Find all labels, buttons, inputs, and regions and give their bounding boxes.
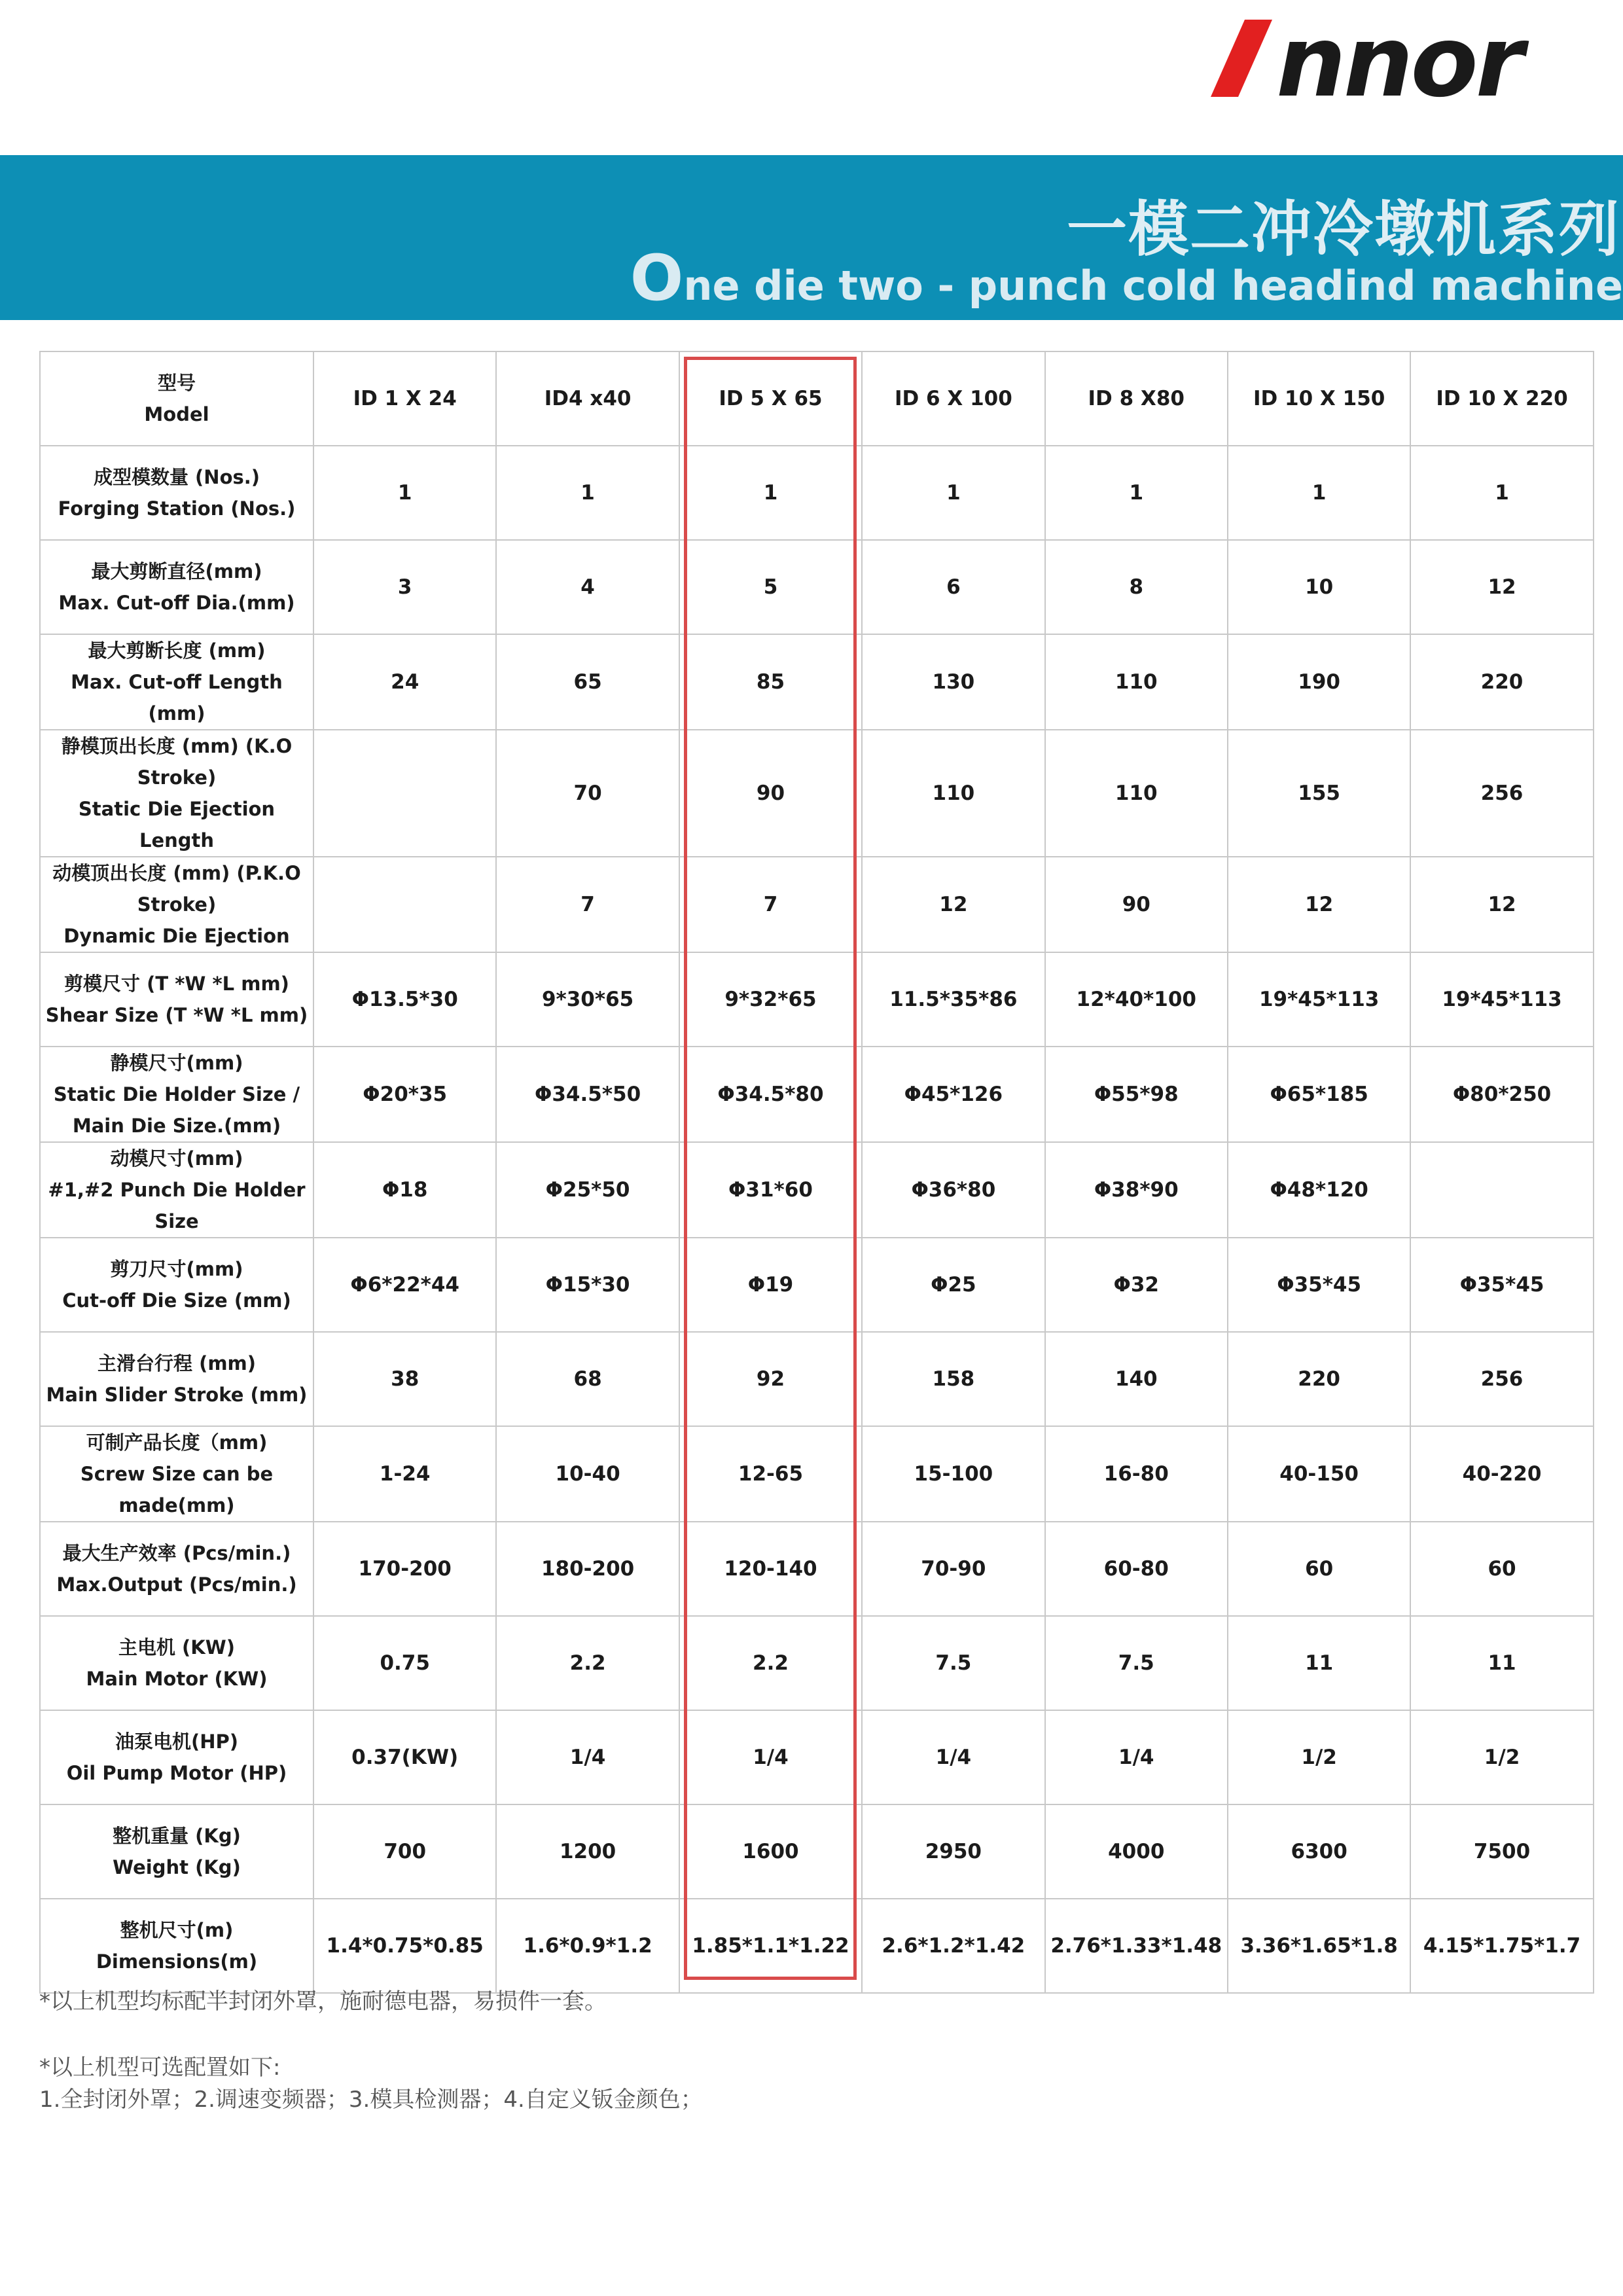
table-row	[40, 1522, 1594, 1616]
row-label-label-en: Max. Cut-off Length (mm)	[71, 671, 283, 725]
note-optional-title: *以上机型可选配置如下:	[39, 2054, 281, 2081]
table-cell: 12	[1228, 857, 1410, 952]
table-cell: 110	[1045, 634, 1228, 730]
table-row	[40, 351, 1594, 446]
table-cell: Φ80*250	[1410, 1047, 1593, 1142]
logo-letters: nnor	[1276, 14, 1522, 113]
note-standard: *以上机型均标配半封闭外罩，施耐德电器，易损件一套。	[39, 1988, 607, 2015]
table-cell: Φ35*45	[1410, 1238, 1593, 1332]
table-row	[40, 1332, 1594, 1426]
table-cell: 2950	[862, 1804, 1044, 1899]
row-label-label-cn2: #1,#2 Punch Die Holder	[48, 1179, 306, 1201]
table-cell: 2.76*1.33*1.48	[1045, 1899, 1228, 1993]
row-label	[40, 634, 313, 730]
row-label-label-cn: 主滑台行程 (mm)	[97, 1352, 257, 1374]
table-cell: 120-140	[679, 1522, 862, 1616]
table-cell: Φ18	[313, 1142, 496, 1238]
table-cell: 3.36*1.65*1.8	[1228, 1899, 1410, 1993]
table-cell: 24	[313, 634, 496, 730]
row-label-label-cn: 整机尺寸(m)	[120, 1919, 234, 1941]
table-row	[40, 1616, 1594, 1710]
row-label-label-en: Weight (Kg)	[113, 1856, 241, 1878]
table-cell: 4.15*1.75*1.7	[1410, 1899, 1593, 1993]
row-label-label-cn: 静模顶出长度 (mm) (K.O	[61, 735, 293, 757]
row-label	[40, 1522, 313, 1616]
table-cell: 1	[313, 446, 496, 540]
table-cell: 40-150	[1228, 1426, 1410, 1522]
footnotes	[39, 1983, 703, 2125]
table-cell: 85	[679, 634, 862, 730]
row-label	[40, 730, 313, 857]
row-label-label-en: Cut-off Die Size (mm)	[62, 1289, 291, 1312]
row-label-label-cn: 成型模数量 (Nos.)	[93, 466, 260, 488]
table-row	[40, 446, 1594, 540]
row-label	[40, 540, 313, 634]
table-cell: 6	[862, 540, 1044, 634]
table-cell: 92	[679, 1332, 862, 1426]
table-cell: 70-90	[862, 1522, 1044, 1616]
table-cell: Φ13.5*30	[313, 952, 496, 1047]
table-cell: 0.75	[313, 1616, 496, 1710]
row-label-label-cn: 油泵电机(HP)	[115, 1731, 239, 1753]
table-cell: 15-100	[862, 1426, 1044, 1522]
table-cell: 11	[1228, 1616, 1410, 1710]
table-cell: 700	[313, 1804, 496, 1899]
table-cell: ID 8 X80	[1045, 351, 1228, 446]
table-cell: 60	[1410, 1522, 1593, 1616]
table-cell: 220	[1410, 634, 1593, 730]
table-cell: 19*45*113	[1228, 952, 1410, 1047]
table-cell: 6300	[1228, 1804, 1410, 1899]
row-label	[40, 1332, 313, 1426]
row-label	[40, 1804, 313, 1899]
table-cell: 1	[1228, 446, 1410, 540]
table-row	[40, 857, 1594, 952]
row-label-label-cn: 动模顶出长度 (mm) (P.K.O	[52, 862, 301, 884]
table-cell: 60-80	[1045, 1522, 1228, 1616]
table-cell: 11	[1410, 1616, 1593, 1710]
row-label-label-en: Shear Size (T *W *L mm)	[45, 1004, 308, 1026]
row-label	[40, 952, 313, 1047]
table-cell: Φ65*185	[1228, 1047, 1410, 1142]
row-label-label-en: Dimensions(m)	[96, 1950, 258, 1973]
row-label	[40, 1426, 313, 1522]
row-label-label-en: Oil Pump Motor (HP)	[66, 1762, 287, 1784]
table-cell: 68	[496, 1332, 679, 1426]
table-cell: 16-80	[1045, 1426, 1228, 1522]
row-label-label-en: Size	[154, 1210, 199, 1232]
table-cell	[1410, 1142, 1593, 1238]
table-cell: 3	[313, 540, 496, 634]
table-cell: 70	[496, 730, 679, 857]
table-cell: 60	[1228, 1522, 1410, 1616]
table-row	[40, 540, 1594, 634]
row-label	[40, 1710, 313, 1804]
table-cell: 12	[1410, 857, 1593, 952]
table-cell: ID 10 X 150	[1228, 351, 1410, 446]
table-cell: 190	[1228, 634, 1410, 730]
row-label-label-en: Max.Output (Pcs/min.)	[56, 1573, 297, 1596]
table-cell: 1/4	[1045, 1710, 1228, 1804]
row-label-label-cn: 静模尺寸(mm)	[110, 1052, 243, 1074]
table-row	[40, 1804, 1594, 1899]
table-cell: Φ15*30	[496, 1238, 679, 1332]
table-cell: 7500	[1410, 1804, 1593, 1899]
table-cell: Φ31*60	[679, 1142, 862, 1238]
table-cell: 1.85*1.1*1.22	[679, 1899, 862, 1993]
table-cell: 2.6*1.2*1.42	[862, 1899, 1044, 1993]
table-row	[40, 1238, 1594, 1332]
banner-title-cn: 一模二冲冷墩机系列	[1066, 194, 1620, 264]
table-cell: 7.5	[1045, 1616, 1228, 1710]
row-label-label-en: Max. Cut-off Dia.(mm)	[58, 592, 295, 614]
row-label-label-cn2: Static Die Holder Size /	[53, 1083, 300, 1105]
table-cell: ID 10 X 220	[1410, 351, 1593, 446]
banner-title-en-initial: O	[630, 242, 684, 315]
table-row	[40, 952, 1594, 1047]
table-cell: Φ19	[679, 1238, 862, 1332]
table-cell: Φ6*22*44	[313, 1238, 496, 1332]
row-label-label-cn2: Stroke)	[137, 893, 217, 916]
table-cell: 8	[1045, 540, 1228, 634]
table-row	[40, 1047, 1594, 1142]
table-cell: 1200	[496, 1804, 679, 1899]
row-label	[40, 1616, 313, 1710]
table-cell: 130	[862, 634, 1044, 730]
table-cell: 5	[679, 540, 862, 634]
table-cell: Φ38*90	[1045, 1142, 1228, 1238]
row-label-label-en: Forging Station (Nos.)	[58, 497, 296, 520]
row-label-label-cn: 主电机 (KW)	[118, 1636, 236, 1659]
table-cell: 90	[1045, 857, 1228, 952]
table-cell: 0.37(KW)	[313, 1710, 496, 1804]
table-cell: 140	[1045, 1332, 1228, 1426]
table-cell: 1	[1045, 446, 1228, 540]
table-cell: 2.2	[679, 1616, 862, 1710]
note-optional-items: 1.全封闭外罩；2.调速变频器；3.模具检测器；4.自定义钣金颜色；	[39, 2087, 703, 2113]
table-cell: Φ35*45	[1228, 1238, 1410, 1332]
row-label	[40, 1142, 313, 1238]
table-cell: 1/2	[1410, 1710, 1593, 1804]
table-cell: 11.5*35*86	[862, 952, 1044, 1047]
table-cell: 12-65	[679, 1426, 862, 1522]
table-cell: Φ25*50	[496, 1142, 679, 1238]
row-label	[40, 1238, 313, 1332]
table-cell: 1.4*0.75*0.85	[313, 1899, 496, 1993]
table-cell: 110	[1045, 730, 1228, 857]
row-label-label-en: Static Die Ejection Length	[78, 798, 276, 852]
table-cell: Φ55*98	[1045, 1047, 1228, 1142]
table-cell: 12*40*100	[1045, 952, 1228, 1047]
table-cell: 12	[862, 857, 1044, 952]
row-label-label-en: made(mm)	[118, 1494, 235, 1516]
row-label-label-cn: 型号	[157, 372, 196, 394]
row-label-label-en: Dynamic Die Ejection	[63, 925, 290, 947]
table-cell: 9*30*65	[496, 952, 679, 1047]
row-label-label-en: Main Slider Stroke (mm)	[46, 1384, 308, 1406]
table-row	[40, 1142, 1594, 1238]
banner-title-en-rest: ne die two - punch cold headind machine	[683, 262, 1623, 310]
table-cell: Φ32	[1045, 1238, 1228, 1332]
table-cell: 90	[679, 730, 862, 857]
table-cell: 110	[862, 730, 1044, 857]
table-cell: 256	[1410, 1332, 1593, 1426]
table-cell: ID 1 X 24	[313, 351, 496, 446]
row-label-label-cn: 可制产品长度（mm)	[86, 1431, 268, 1454]
table-cell: 170-200	[313, 1522, 496, 1616]
banner-title-en	[630, 242, 1623, 315]
table-cell	[313, 730, 496, 857]
row-label-label-cn: 最大生产效率 (Pcs/min.)	[62, 1542, 291, 1564]
table-cell: 1/2	[1228, 1710, 1410, 1804]
row-label	[40, 857, 313, 952]
table-cell: 1	[862, 446, 1044, 540]
innor-logo	[1199, 14, 1605, 113]
row-label	[40, 351, 313, 446]
table-cell: 10-40	[496, 1426, 679, 1522]
table-cell: 4	[496, 540, 679, 634]
table-row	[40, 1710, 1594, 1804]
table-cell: 1	[496, 446, 679, 540]
table-cell: Φ34.5*50	[496, 1047, 679, 1142]
table-row	[40, 730, 1594, 857]
table-cell: 158	[862, 1332, 1044, 1426]
table-cell: 1/4	[862, 1710, 1044, 1804]
row-label-label-en: Main Motor (KW)	[86, 1668, 268, 1690]
table-cell: 155	[1228, 730, 1410, 857]
table-cell: 1-24	[313, 1426, 496, 1522]
row-label-label-en: Model	[144, 403, 209, 425]
table-cell: ID4 x40	[496, 351, 679, 446]
row-label-label-cn: 整机重量 (Kg)	[113, 1825, 241, 1847]
table-cell	[313, 857, 496, 952]
logo-slash-mark	[1211, 20, 1272, 97]
row-label-label-cn: 剪模尺寸 (T *W *L mm)	[64, 973, 289, 995]
row-label-label-cn: 剪刀尺寸(mm)	[110, 1258, 243, 1280]
table-cell: Φ25	[862, 1238, 1044, 1332]
row-label	[40, 1047, 313, 1142]
table-cell: 9*32*65	[679, 952, 862, 1047]
table-cell: 220	[1228, 1332, 1410, 1426]
spec-table	[39, 351, 1594, 1994]
series-banner	[0, 155, 1623, 320]
table-cell: 1	[679, 446, 862, 540]
table-row	[40, 1426, 1594, 1522]
table-cell: 2.2	[496, 1616, 679, 1710]
row-label-label-cn: 动模尺寸(mm)	[110, 1147, 243, 1170]
table-cell: Φ34.5*80	[679, 1047, 862, 1142]
table-cell: 4000	[1045, 1804, 1228, 1899]
table-cell: 1/4	[679, 1710, 862, 1804]
table-row	[40, 1899, 1594, 1993]
table-cell: 1600	[679, 1804, 862, 1899]
table-cell: ID 6 X 100	[862, 351, 1044, 446]
row-label	[40, 1899, 313, 1993]
row-label	[40, 446, 313, 540]
row-label-label-en: Main Die Size.(mm)	[72, 1115, 281, 1137]
table-cell: 256	[1410, 730, 1593, 857]
table-cell: 12	[1410, 540, 1593, 634]
table-cell: ID 5 X 65	[679, 351, 862, 446]
table-cell: Φ48*120	[1228, 1142, 1410, 1238]
table-cell: 7	[679, 857, 862, 952]
table-cell: 7.5	[862, 1616, 1044, 1710]
row-label-label-cn2: Screw Size can be	[80, 1463, 274, 1485]
table-cell: Φ45*126	[862, 1047, 1044, 1142]
row-label-label-cn2: Stroke)	[137, 766, 217, 789]
table-cell: Φ20*35	[313, 1047, 496, 1142]
table-row	[40, 634, 1594, 730]
table-cell: 7	[496, 857, 679, 952]
table-cell: Φ36*80	[862, 1142, 1044, 1238]
row-label-label-cn: 最大剪断直径(mm)	[91, 560, 262, 583]
table-cell: 65	[496, 634, 679, 730]
table-cell: 40-220	[1410, 1426, 1593, 1522]
table-cell: 180-200	[496, 1522, 679, 1616]
table-cell: 10	[1228, 540, 1410, 634]
table-cell: 38	[313, 1332, 496, 1426]
table-cell: 1.6*0.9*1.2	[496, 1899, 679, 1993]
table-cell: 19*45*113	[1410, 952, 1593, 1047]
table-cell: 1/4	[496, 1710, 679, 1804]
table-cell: 1	[1410, 446, 1593, 540]
row-label-label-cn: 最大剪断长度 (mm)	[88, 639, 266, 662]
